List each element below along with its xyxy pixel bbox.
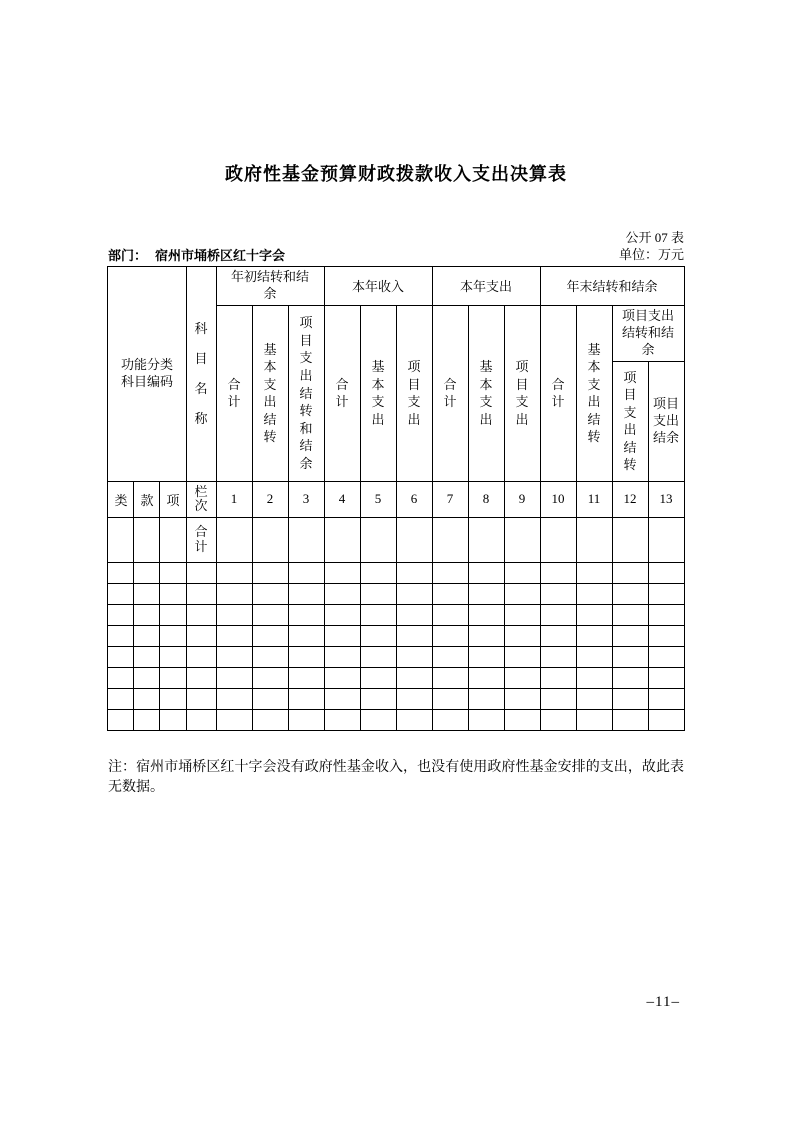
- data-cell: [324, 562, 360, 583]
- data-cell: [134, 709, 160, 730]
- empty-data-row: [108, 562, 684, 583]
- data-cell: [160, 562, 186, 583]
- data-cell: [288, 688, 324, 709]
- data-cell: [216, 688, 252, 709]
- data-cell: [324, 709, 360, 730]
- data-cell: [432, 688, 468, 709]
- data-cell: [186, 688, 216, 709]
- header-subject-name: 科目名称: [186, 266, 216, 481]
- data-cell: [216, 625, 252, 646]
- data-cell: [108, 625, 134, 646]
- data-cell: [576, 604, 612, 625]
- data-cell: [108, 667, 134, 688]
- data-cell: [160, 517, 186, 562]
- data-cell: [468, 562, 504, 583]
- header-col-total-4: 合计: [540, 305, 576, 481]
- data-cell: [288, 667, 324, 688]
- meta-right: [619, 230, 684, 264]
- data-cell: [396, 646, 432, 667]
- data-cell: [612, 646, 648, 667]
- data-cell: [612, 604, 648, 625]
- header-rows-container: [108, 266, 684, 562]
- page-title: 政府性基金预算财政拨款收入支出决算表: [225, 164, 567, 185]
- empty-data-row: [108, 646, 684, 667]
- data-cell: [324, 604, 360, 625]
- data-cell: [540, 517, 576, 562]
- data-cell: [216, 517, 252, 562]
- data-cell: [160, 667, 186, 688]
- header-col-basic-carryover-2: 基本支出结转: [576, 305, 612, 481]
- data-cell: [576, 562, 612, 583]
- department-label: 部门：: [108, 247, 148, 263]
- data-cell: [540, 709, 576, 730]
- department-value: 宿州市埇桥区红十字会: [155, 247, 286, 263]
- data-cell: [216, 562, 252, 583]
- data-cell: [540, 583, 576, 604]
- data-cell: [396, 667, 432, 688]
- data-cell: [648, 667, 684, 688]
- column-number: 9: [504, 481, 540, 517]
- data-cell: [648, 562, 684, 583]
- data-cell: [612, 667, 648, 688]
- data-cell: [648, 625, 684, 646]
- data-cell: [324, 646, 360, 667]
- data-cell: [360, 625, 396, 646]
- header-col-basic-expense-income: 基本支出: [360, 305, 396, 481]
- header-code-section: 款: [134, 481, 160, 517]
- data-cell: [432, 646, 468, 667]
- data-cell: [160, 583, 186, 604]
- data-cell: [468, 604, 504, 625]
- data-cell: [504, 667, 540, 688]
- data-cell: [468, 688, 504, 709]
- unit-label: 单位：万元: [618, 246, 684, 262]
- data-cell: [504, 583, 540, 604]
- data-cell: [360, 688, 396, 709]
- header-col-basic-carryover-1: 基本支出结转: [252, 305, 288, 481]
- data-cell: [540, 688, 576, 709]
- data-cell: [324, 517, 360, 562]
- data-cell: [432, 517, 468, 562]
- header-func-code: 功能分类科目编码: [108, 266, 186, 481]
- column-number: 7: [432, 481, 468, 517]
- data-cell: [134, 583, 160, 604]
- column-number: 12: [612, 481, 648, 517]
- page-number: –11–: [646, 994, 680, 1010]
- column-number: 13: [648, 481, 684, 517]
- data-cell: [576, 517, 612, 562]
- data-cell: [288, 646, 324, 667]
- department-line: [108, 245, 285, 264]
- data-cell: [252, 583, 288, 604]
- data-cell: [252, 625, 288, 646]
- table-note: 注：宿州市埇桥区红十字会没有政府性基金收入，也没有使用政府性基金安排的支出，故此表无数据。: [108, 759, 684, 796]
- data-cell: [396, 709, 432, 730]
- data-cell: [216, 709, 252, 730]
- empty-data-row: [108, 667, 684, 688]
- data-cell: [432, 667, 468, 688]
- data-cell: [396, 583, 432, 604]
- data-cell: [396, 625, 432, 646]
- table-ref-label: 公开 07 表: [625, 230, 684, 246]
- data-cell: [288, 583, 324, 604]
- data-cell: [324, 583, 360, 604]
- data-cell: [576, 625, 612, 646]
- header-code-item: 项: [160, 481, 186, 517]
- column-number-row: [108, 481, 684, 517]
- header-col-project-expense-income: 项目支出: [396, 305, 432, 481]
- header-group-end-balance: 年末结转和结余: [540, 266, 684, 305]
- data-cell: [252, 709, 288, 730]
- data-cell: [648, 517, 684, 562]
- data-cell: [468, 646, 504, 667]
- data-cell: [612, 709, 648, 730]
- data-cell: [216, 646, 252, 667]
- data-cell: [108, 688, 134, 709]
- data-cell: [360, 562, 396, 583]
- empty-data-row: [108, 688, 684, 709]
- data-cell: [134, 562, 160, 583]
- data-cell: [468, 517, 504, 562]
- fund-budget-table: [107, 266, 684, 731]
- data-cell: [108, 646, 134, 667]
- header-subgroup-project-carryover: 项目支出结转和结余: [612, 305, 684, 361]
- data-cell: [540, 562, 576, 583]
- data-cell: [134, 517, 160, 562]
- data-cell: [252, 646, 288, 667]
- column-number: 10: [540, 481, 576, 517]
- data-cell: [576, 667, 612, 688]
- data-cell: [540, 625, 576, 646]
- data-cell: [108, 583, 134, 604]
- header-col-total-1: 合计: [216, 305, 252, 481]
- data-cell: [468, 583, 504, 604]
- data-cell: [186, 604, 216, 625]
- data-cell: [504, 646, 540, 667]
- column-number: 4: [324, 481, 360, 517]
- data-cell: [134, 667, 160, 688]
- data-cell: [288, 517, 324, 562]
- data-cell: [648, 709, 684, 730]
- data-cell: [540, 667, 576, 688]
- header-col-basic-expense: 基本支出: [468, 305, 504, 481]
- data-cell: [324, 667, 360, 688]
- empty-rows-container: [108, 562, 684, 730]
- data-cell: [612, 688, 648, 709]
- data-cell: [504, 709, 540, 730]
- header-lanci: 栏次: [186, 481, 216, 517]
- data-cell: [432, 625, 468, 646]
- header-group-begin-balance: 年初结转和结余: [216, 266, 324, 305]
- data-cell: [252, 667, 288, 688]
- data-cell: [324, 625, 360, 646]
- data-cell: [576, 583, 612, 604]
- data-cell: [576, 709, 612, 730]
- data-cell: [186, 646, 216, 667]
- data-cell: [252, 688, 288, 709]
- header-col-project-expense: 项目支出: [504, 305, 540, 481]
- data-cell: [108, 709, 134, 730]
- data-cell: [186, 625, 216, 646]
- data-cell: [612, 583, 648, 604]
- data-cell: [396, 562, 432, 583]
- data-cell: [432, 604, 468, 625]
- header-col-project-carryover-1: 项目支出结转和结余: [288, 305, 324, 481]
- column-number: 2: [252, 481, 288, 517]
- data-cell: [288, 562, 324, 583]
- data-cell: [504, 604, 540, 625]
- column-number: 11: [576, 481, 612, 517]
- data-cell: [288, 625, 324, 646]
- header-code-class: 类: [108, 481, 134, 517]
- total-row: [108, 517, 684, 562]
- data-cell: [396, 688, 432, 709]
- data-cell: [134, 646, 160, 667]
- header-col-project-carryforward: 项目支出结转: [612, 361, 648, 481]
- data-cell: [360, 604, 396, 625]
- data-cell: [216, 667, 252, 688]
- data-cell: [576, 688, 612, 709]
- data-cell: [360, 517, 396, 562]
- empty-data-row: [108, 583, 684, 604]
- data-cell: [360, 646, 396, 667]
- column-number: 3: [288, 481, 324, 517]
- data-cell: [432, 562, 468, 583]
- data-cell: [648, 646, 684, 667]
- data-cell: [504, 517, 540, 562]
- data-cell: [186, 667, 216, 688]
- empty-data-row: [108, 625, 684, 646]
- data-cell: [504, 625, 540, 646]
- data-cell: [324, 688, 360, 709]
- column-number: 5: [360, 481, 396, 517]
- total-row-label: 合计: [186, 517, 216, 562]
- column-number: 6: [396, 481, 432, 517]
- data-cell: [160, 604, 186, 625]
- data-cell: [216, 583, 252, 604]
- data-cell: [288, 709, 324, 730]
- column-number: 8: [468, 481, 504, 517]
- empty-data-row: [108, 709, 684, 730]
- data-cell: [648, 583, 684, 604]
- empty-data-row: [108, 604, 684, 625]
- data-cell: [504, 688, 540, 709]
- data-cell: [252, 562, 288, 583]
- data-cell: [468, 709, 504, 730]
- data-cell: [576, 646, 612, 667]
- column-number: 1: [216, 481, 252, 517]
- data-cell: [252, 517, 288, 562]
- data-cell: [360, 667, 396, 688]
- data-cell: [108, 604, 134, 625]
- data-cell: [134, 625, 160, 646]
- header-group-year-expense: 本年支出: [432, 266, 540, 305]
- header-group-year-income: 本年收入: [324, 266, 432, 305]
- data-cell: [160, 688, 186, 709]
- data-cell: [648, 688, 684, 709]
- data-cell: [648, 604, 684, 625]
- data-cell: [360, 709, 396, 730]
- data-cell: [108, 517, 134, 562]
- data-cell: [432, 709, 468, 730]
- data-cell: [134, 688, 160, 709]
- header-col-total-2: 合计: [324, 305, 360, 481]
- data-cell: [540, 646, 576, 667]
- data-cell: [160, 709, 186, 730]
- data-cell: [612, 562, 648, 583]
- data-cell: [540, 604, 576, 625]
- data-cell: [160, 646, 186, 667]
- data-cell: [396, 517, 432, 562]
- data-cell: [432, 583, 468, 604]
- data-cell: [504, 562, 540, 583]
- data-cell: [186, 583, 216, 604]
- header-row-groups: [108, 266, 684, 305]
- data-cell: [186, 562, 216, 583]
- data-cell: [612, 517, 648, 562]
- header-col-project-balance: 项目支出结余: [648, 361, 684, 481]
- data-cell: [468, 625, 504, 646]
- header-col-total-3: 合计: [432, 305, 468, 481]
- data-cell: [186, 709, 216, 730]
- data-cell: [134, 604, 160, 625]
- data-cell: [360, 583, 396, 604]
- data-cell: [160, 625, 186, 646]
- data-cell: [396, 604, 432, 625]
- data-cell: [252, 604, 288, 625]
- data-cell: [216, 604, 252, 625]
- data-cell: [288, 604, 324, 625]
- data-cell: [468, 667, 504, 688]
- data-cell: [612, 625, 648, 646]
- table-meta: [108, 230, 684, 264]
- data-cell: [108, 562, 134, 583]
